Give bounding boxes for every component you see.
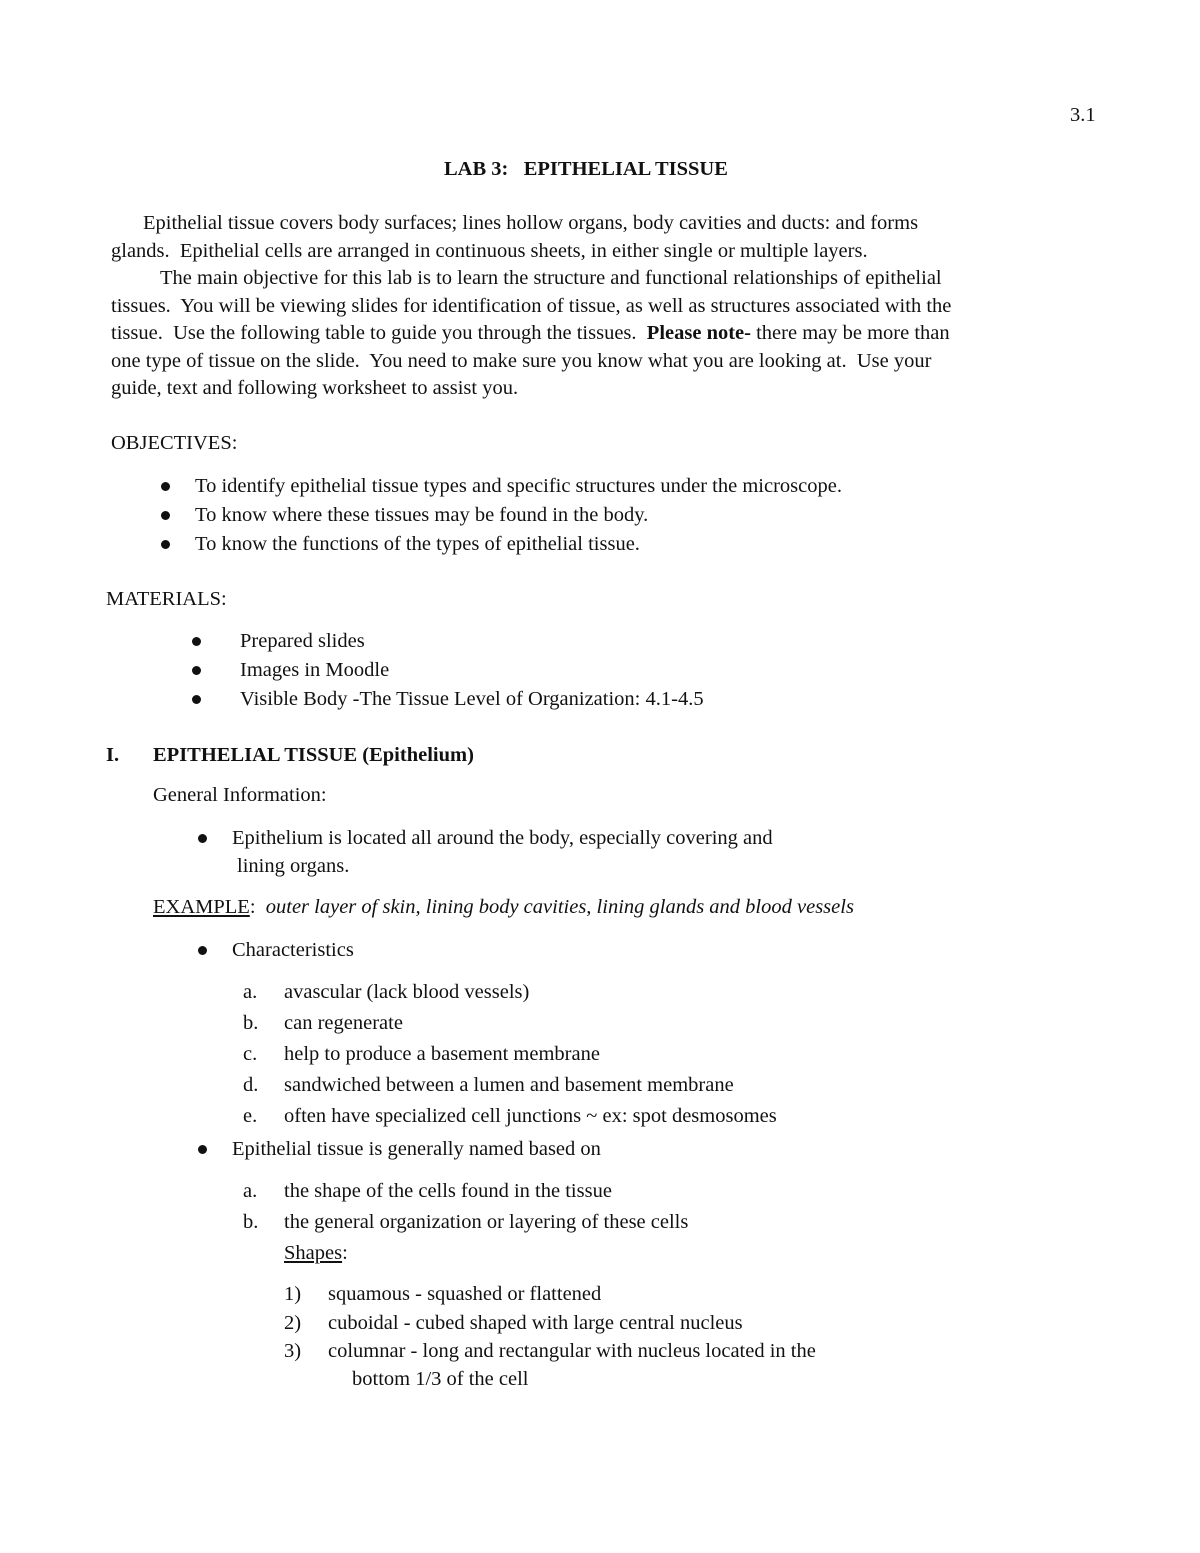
material-item: Images in Moodle bbox=[240, 659, 390, 681]
naming-label: Epithelial tissue is generally named based on bbox=[232, 1138, 601, 1160]
example-line bbox=[153, 894, 854, 921]
info-line: Epithelium is located all around the body, especially covering and bbox=[232, 827, 773, 849]
characteristic-item: often have specialized cell junctions ~ ex: spot desmosomes bbox=[284, 1105, 777, 1127]
section-heading: EPITHELIAL TISSUE (Epithelium) bbox=[153, 744, 474, 766]
intro-line: tissues. You will be viewing slides for identification of tissue, as well as structures associated with the bbox=[111, 295, 952, 317]
please-note: Please note- bbox=[646, 322, 751, 344]
bullet-icon bbox=[161, 540, 170, 549]
shapes-colon: : bbox=[342, 1242, 348, 1264]
bullet-icon bbox=[198, 834, 207, 843]
list-marker: d. bbox=[243, 1074, 259, 1096]
list-marker: 1) bbox=[284, 1283, 302, 1305]
list-marker: b. bbox=[243, 1012, 259, 1034]
objectives-heading: OBJECTIVES: bbox=[111, 432, 238, 454]
shapes-label: Shapes bbox=[284, 1242, 343, 1264]
list-marker: a. bbox=[243, 981, 258, 1003]
intro-line: guide, text and following worksheet to assist you. bbox=[111, 377, 519, 399]
section-numeral: I. bbox=[106, 744, 120, 766]
characteristic-item: help to produce a basement membrane bbox=[284, 1043, 600, 1065]
bullet-icon bbox=[192, 666, 201, 675]
info-line: lining organs. bbox=[237, 855, 350, 877]
intro-line: glands. Epithelial cells are arranged in continuous sheets, in either single or multiple layers. bbox=[111, 240, 868, 262]
bullet-icon bbox=[161, 482, 170, 491]
page-number: 3.1 bbox=[1070, 104, 1096, 126]
list-marker: 2) bbox=[284, 1312, 302, 1334]
objective-item: To identify epithelial tissue types and specific structures under the microscope. bbox=[195, 475, 842, 497]
material-item: Prepared slides bbox=[240, 630, 365, 652]
characteristics-label: Characteristics bbox=[232, 939, 354, 961]
shape-item-continuation: bottom 1/3 of the cell bbox=[352, 1368, 529, 1390]
example-text: outer layer of skin, lining body cavities, lining glands and blood vessels bbox=[265, 896, 854, 918]
shape-item: columnar - long and rectangular with nucleus located in the bbox=[328, 1340, 816, 1362]
characteristic-item: can regenerate bbox=[284, 1012, 403, 1034]
naming-item: the general organization or layering of these cells bbox=[284, 1211, 689, 1233]
bullet-icon bbox=[198, 1145, 207, 1154]
list-marker: a. bbox=[243, 1180, 258, 1202]
materials-heading: MATERIALS: bbox=[106, 588, 227, 610]
material-item: Visible Body -The Tissue Level of Organization: 4.1-4.5 bbox=[240, 688, 704, 710]
intro-line: The main objective for this lab is to learn the structure and functional relationships of epithelial bbox=[160, 267, 942, 289]
intro-line bbox=[111, 320, 950, 347]
list-marker: c. bbox=[243, 1043, 258, 1065]
naming-item: the shape of the cells found in the tissue bbox=[284, 1180, 612, 1202]
page-title: LAB 3: EPITHELIAL TISSUE bbox=[444, 158, 728, 180]
intro-text: tissue. Use the following table to guide you through the tissues. bbox=[111, 322, 647, 344]
intro-text: there may be more than bbox=[750, 322, 950, 344]
shapes-line bbox=[284, 1240, 348, 1267]
characteristic-item: sandwiched between a lumen and basement membrane bbox=[284, 1074, 734, 1096]
objective-item: To know where these tissues may be found in the body. bbox=[195, 504, 649, 526]
list-marker: 3) bbox=[284, 1340, 302, 1362]
bullet-icon bbox=[192, 637, 201, 646]
intro-line: one type of tissue on the slide. You need to make sure you know what you are looking at. Use your bbox=[111, 350, 932, 372]
objective-item: To know the functions of the types of epithelial tissue. bbox=[195, 533, 640, 555]
example-colon: : bbox=[249, 896, 256, 918]
list-marker: e. bbox=[243, 1105, 258, 1127]
shape-item: squamous - squashed or flattened bbox=[328, 1283, 602, 1305]
intro-line: Epithelial tissue covers body surfaces; lines hollow organs, body cavities and ducts: and forms bbox=[143, 212, 919, 234]
bullet-icon bbox=[192, 695, 201, 704]
bullet-icon bbox=[161, 511, 170, 520]
bullet-icon bbox=[198, 946, 207, 955]
shape-item: cuboidal - cubed shaped with large central nucleus bbox=[328, 1312, 743, 1334]
general-info-label: General Information: bbox=[153, 784, 327, 806]
characteristic-item: avascular (lack blood vessels) bbox=[284, 981, 530, 1003]
example-label: EXAMPLE bbox=[153, 896, 250, 918]
list-marker: b. bbox=[243, 1211, 259, 1233]
